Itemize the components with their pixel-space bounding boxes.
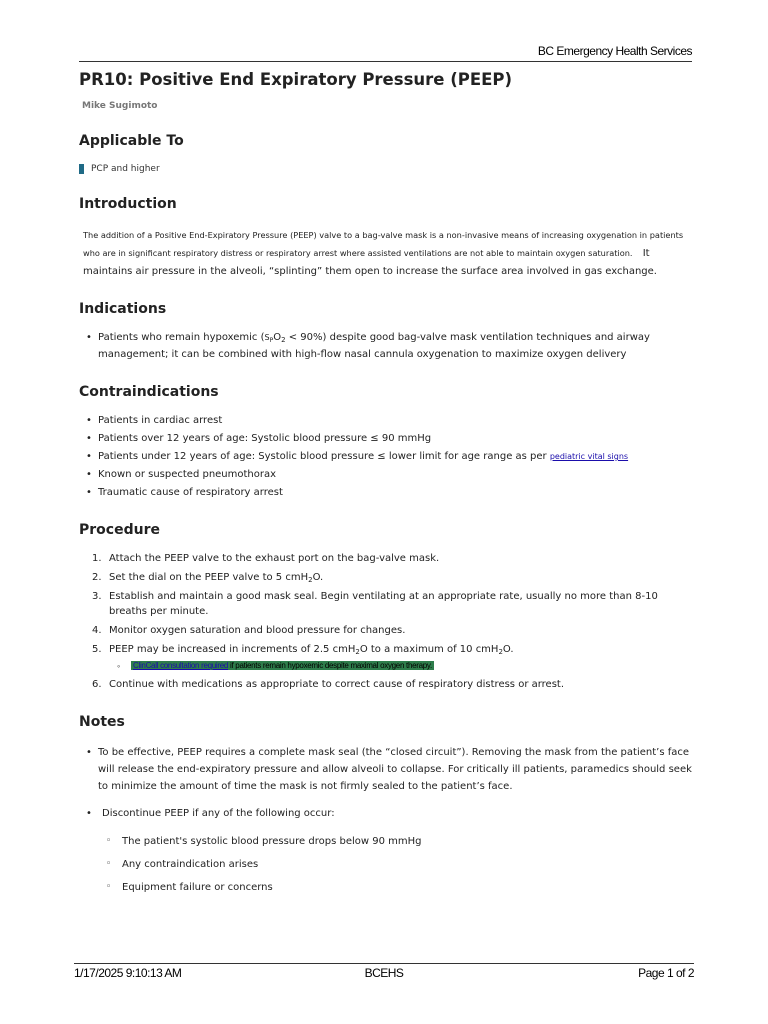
applicable-tag-label: PCP and higher	[91, 164, 160, 174]
procedure-substep-list	[109, 659, 694, 673]
notes-sub-list	[79, 834, 694, 895]
applicable-heading: Applicable To	[79, 133, 184, 149]
list-item: ◦ The patient's systolic blood pressure drops below 90 mmHg	[79, 834, 694, 849]
introduction-paragraph	[83, 225, 694, 279]
author: Mike Sugimoto	[82, 101, 158, 111]
indications-section	[79, 300, 694, 363]
list-item: 5. PEEP may be increased in increments of 2.5 cmH$_2$O to a maximum of 10 cmH$_2$O. ◦ ClinCall consultation required if patients remain hypoxemic despite maximal oxygen therapy.	[79, 642, 694, 673]
list-item: ◦ Equipment failure or concerns	[79, 880, 694, 895]
contraindications-heading: Contraindications	[79, 384, 219, 400]
notes-list	[79, 744, 694, 895]
indications-heading: Indications	[79, 301, 167, 317]
introduction-section	[79, 195, 694, 279]
list-item: 4. Monitor oxygen saturation and blood pressure for changes.	[92, 625, 406, 636]
procedure-steps	[79, 551, 694, 692]
list-item: • To be effective, PEEP requires a complete mask seal (the “closed circuit”). Removing the mask from the patient’s face will release the end-expiratory pressure and allow alveoli to collapse. For critically ill patients, paramedics should seek to minimize the amount of time the mask is not firmly sealed to the patient’s face.	[79, 744, 694, 795]
footer-page-number: Page 1 of 2	[638, 966, 694, 980]
notes-section	[79, 713, 694, 895]
list-item: 2. Set the dial on the PEEP valve to 5 cmH$_2$O.	[92, 572, 324, 584]
notes-heading: Notes	[79, 714, 125, 730]
list-item: ◦ Any contraindication arises	[79, 857, 694, 872]
page-footer	[74, 963, 694, 982]
org-name: BC Emergency Health Services	[537, 44, 692, 58]
pediatric-vital-signs-link[interactable]: pediatric vital signs	[549, 452, 629, 461]
footer-date: 1/17/2025 9:10:13 AM	[74, 966, 182, 980]
page-title: PR10: Positive End Expiratory Pressure (PEEP)	[79, 70, 513, 89]
document-body	[79, 66, 694, 903]
intro-small-text: The addition of a Positive End-Expiratory Pressure (PEEP) valve to a bag-valve mask is a non-invasive means of increasing oxygenation in patients who are in significant respiratory distress or respiratory arrest where assisted ventilations are not able to maintain oxygen saturation.	[83, 230, 684, 258]
list-item: • Patients in cardiac arrest	[79, 412, 694, 429]
footer-org: BCEHS	[364, 966, 404, 980]
list-item: • Patients over 12 years of age: Systolic blood pressure ≤ 90 mmHg	[79, 430, 694, 447]
list-item: • Known or suspected pneumothorax	[79, 466, 694, 483]
applicable-tag	[79, 164, 694, 174]
list-item: • Discontinue PEEP if any of the following occur: ◦ The patient's systolic blood pressure drops below 90 mmHg ◦ Any contraindication arises ◦ Equipment failure or concerns	[79, 805, 694, 895]
procedure-section	[79, 521, 694, 692]
clincall-callout: ◦ ClinCall consultation required if patients remain hypoxemic despite maximal oxygen therapy.	[109, 659, 694, 673]
indications-list	[79, 329, 694, 363]
list-item: 3. Establish and maintain a good mask seal. Begin ventilating at an appropriate rate, usually no more than 8-10 breaths per minute.	[92, 591, 658, 617]
list-item: • Traumatic cause of respiratory arrest	[79, 484, 694, 501]
contraindications-list	[79, 412, 694, 501]
applicable-section	[79, 132, 694, 174]
list-item: • Patients under 12 years of age: Systolic blood pressure ≤ lower limit for age range as per pediatric vital signs	[79, 448, 694, 465]
clincall-consultation-link[interactable]: ClinCall consultation required	[133, 661, 229, 670]
page-header	[79, 44, 692, 62]
introduction-heading: Introduction	[79, 196, 177, 212]
list-item: • Patients who remain hypoxemic $(S_PO_2 < 90\%)$ despite good bag-valve mask ventilation techniques and airway management; it can be combined with high-flow nasal cannula oxygenation to maximize oxygen delivery	[79, 329, 694, 363]
contraindications-section	[79, 383, 694, 501]
tag-marker-icon	[79, 164, 84, 174]
procedure-heading: Procedure	[79, 522, 160, 538]
list-item: 1. Attach the PEEP valve to the exhaust port on the bag-valve mask.	[92, 553, 440, 564]
intro-large-text: It maintains air pressure in the alveoli, “splinting” them open to increase the surface area involved in gas exchange.	[83, 248, 657, 277]
list-item: 6. Continue with medications as appropriate to correct cause of respiratory distress or arrest.	[92, 679, 565, 690]
